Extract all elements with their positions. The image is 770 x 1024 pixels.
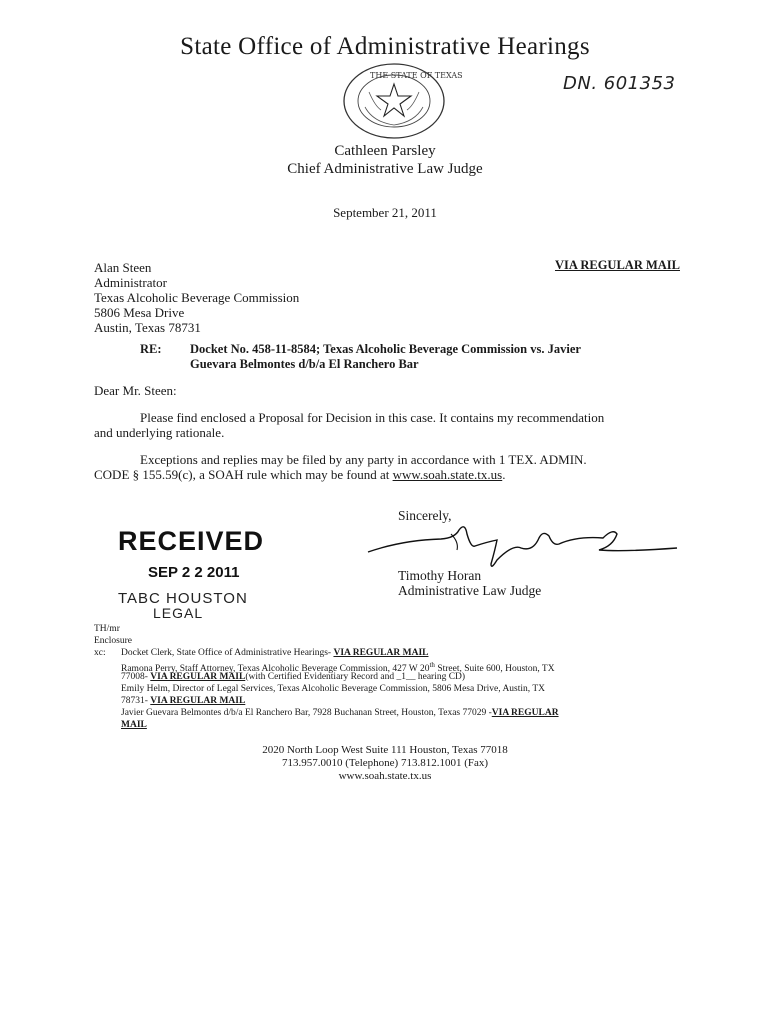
paragraph-2-line: Exceptions and replies may be filed by any party in accordance with 1 TEX. ADMIN. — [140, 452, 587, 467]
xc-line — [121, 707, 559, 719]
xc-delivery: MAIL — [121, 720, 147, 730]
footer-website[interactable]: www.soah.state.tx.us — [338, 770, 432, 782]
xc-recipient: Docket Clerk, State Office of Administrative Hearings- — [121, 648, 334, 658]
seal-text-state: THE STATE OF TEXAS — [370, 71, 463, 80]
xc-label: xc: — [94, 648, 106, 658]
re-label: RE: — [140, 342, 162, 356]
chief-judge-name: Cathleen Parsley — [334, 143, 436, 159]
footer-address: 2020 North Loop West Suite 111 Houston, Texas 77018 — [262, 744, 508, 756]
xc-recipient: Javier Guevara Belmontes d/b/a El Ranchero Bar, 7928 Buchanan Street, Houston, Texas 77029 - — [121, 708, 492, 718]
paragraph-1-line: and underlying rationale. — [94, 425, 225, 440]
paragraph-1-line: Please find enclosed a Proposal for Decision in this case. It contains my recommendation — [140, 410, 605, 425]
paragraph-2-line — [94, 467, 505, 482]
xc-recipient: (with Certified Evidentiary Record and _1__ hearing CD) — [245, 672, 466, 682]
salutation: Dear Mr. Steen: — [94, 383, 177, 398]
handwritten-docket-note: DN. 601353 — [563, 73, 676, 94]
xc-recipient: 78731- — [121, 696, 151, 706]
re-subject-line: Guevara Belmontes d/b/a El Ranchero Bar — [190, 357, 419, 371]
closing-sincerely: Sincerely, — [398, 508, 452, 523]
soah-website-link[interactable]: www.soah.state.tx.us — [392, 467, 503, 482]
xc-superscript: th — [429, 661, 435, 669]
received-stamp-org: TABC HOUSTON — [118, 590, 248, 607]
letter-date: September 21, 2011 — [333, 205, 437, 220]
xc-recipient: Ramona Perry, Staff Attorney, Texas Alcoholic Beverage Commission, 427 W 20 — [121, 664, 430, 675]
xc-line — [121, 671, 465, 683]
xc-delivery: VIA REGULAR MAIL — [333, 648, 429, 658]
xc-recipient: Street, Suite 600, Houston, TX — [434, 664, 555, 675]
xc-line — [121, 719, 147, 731]
chief-judge-title: Chief Administrative Law Judge — [287, 161, 483, 177]
signer-block — [398, 568, 541, 598]
xc-line — [121, 647, 428, 659]
recipient-address — [94, 260, 299, 335]
received-stamp-date: SEP 2 2 2011 — [148, 564, 240, 581]
agency-title: State Office of Administrative Hearings — [180, 33, 590, 60]
enclosure-note: Enclosure — [94, 636, 132, 646]
xc-line: Emily Helm, Director of Legal Services, Texas Alcoholic Beverage Commission, 5806 Mesa Drive, Austin, TX — [121, 684, 546, 694]
paragraph-2-text: CODE § 155.59(c), a SOAH rule which may be found at — [94, 467, 393, 482]
xc-delivery: VIA REGULAR MAIL — [150, 672, 246, 682]
texas-state-seal — [341, 62, 463, 140]
xc-line — [121, 695, 245, 707]
recipient-line: Texas Alcoholic Beverage Commission — [94, 290, 300, 305]
typist-initials: TH/mr — [94, 624, 120, 634]
paragraph-2-text: . — [502, 467, 506, 482]
footer-phones: 713.957.0010 (Telephone) 713.812.1001 (Fax) — [281, 757, 489, 769]
delivery-method: VIA REGULAR MAIL — [554, 258, 680, 272]
recipient-line: Administrator — [94, 275, 167, 290]
xc-delivery: VIA REGULAR — [491, 708, 559, 718]
recipient-line: 5806 Mesa Drive — [94, 305, 185, 320]
recipient-line: Austin, Texas 78731 — [94, 320, 201, 335]
xc-delivery: VIA REGULAR MAIL — [150, 696, 246, 706]
xc-recipient: 77008- — [121, 672, 151, 682]
signer-title: Administrative Law Judge — [398, 583, 542, 598]
recipient-line: Alan Steen — [94, 260, 152, 275]
received-stamp: RECEIVED — [118, 526, 265, 556]
re-subject — [190, 342, 581, 372]
re-subject-line: Docket No. 458-11-8584; Texas Alcoholic Beverage Commission vs. Javier — [190, 342, 581, 356]
signer-name: Timothy Horan — [398, 568, 482, 583]
received-stamp-dept: LEGAL — [153, 605, 204, 621]
